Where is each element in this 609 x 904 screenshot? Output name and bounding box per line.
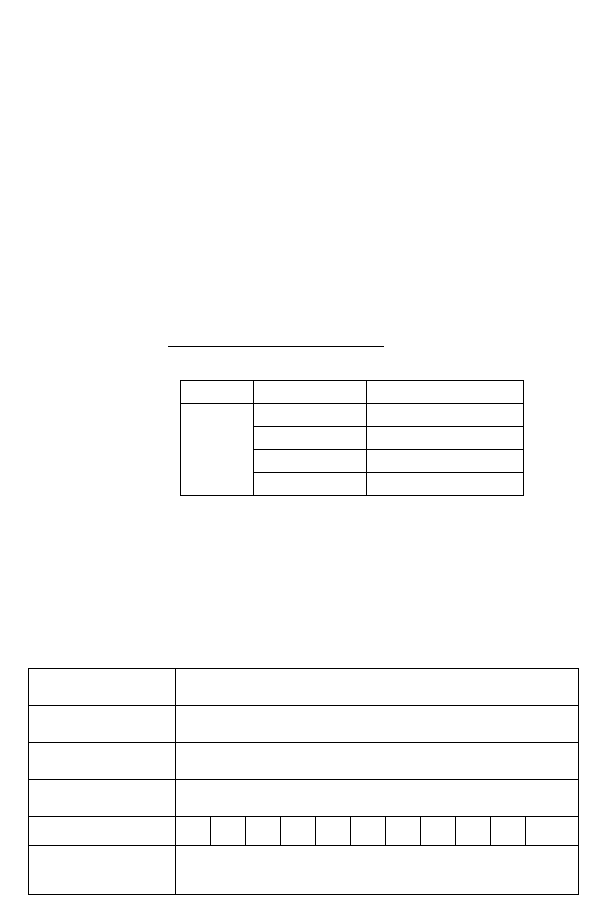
bank-value — [176, 706, 579, 743]
year-cell — [254, 450, 367, 473]
bank-table — [28, 668, 579, 895]
total-amount — [168, 346, 384, 347]
table-row — [29, 743, 579, 780]
amount-cell — [367, 404, 524, 427]
year-cell — [254, 404, 367, 427]
kana-cell — [421, 817, 456, 845]
amount-table — [180, 380, 524, 496]
kana-cell — [386, 817, 421, 845]
kana-cell — [211, 817, 246, 845]
bank-label — [29, 669, 176, 706]
year-cell — [254, 427, 367, 450]
amount-cell — [367, 427, 524, 450]
bank-value — [176, 846, 579, 895]
table-row — [29, 780, 579, 817]
kana-cell — [491, 817, 526, 845]
group-cell — [181, 404, 254, 496]
kana-cell — [351, 817, 386, 845]
kana-cell — [526, 817, 560, 845]
kana-grid — [176, 817, 579, 846]
year-cell — [254, 381, 367, 404]
table-row — [29, 817, 579, 846]
kana-cell — [281, 817, 316, 845]
table-row — [181, 381, 524, 404]
kana-cell — [176, 817, 211, 845]
bank-label — [29, 817, 176, 846]
table-row — [181, 404, 524, 427]
group-cell — [181, 381, 254, 404]
amount-cell — [367, 381, 524, 404]
amount-cell — [367, 473, 524, 496]
table-row — [29, 846, 579, 895]
bank-label — [29, 743, 176, 780]
bank-label — [29, 780, 176, 817]
bank-value — [176, 669, 579, 706]
bank-value — [176, 780, 579, 817]
table-row — [29, 706, 579, 743]
bank-label — [29, 846, 176, 895]
amount-cell — [367, 450, 524, 473]
kana-cell — [456, 817, 491, 845]
bank-label — [29, 706, 176, 743]
bank-value — [176, 743, 579, 780]
kana-cell — [246, 817, 281, 845]
kana-cell — [316, 817, 351, 845]
table-row — [29, 669, 579, 706]
year-cell — [254, 473, 367, 496]
